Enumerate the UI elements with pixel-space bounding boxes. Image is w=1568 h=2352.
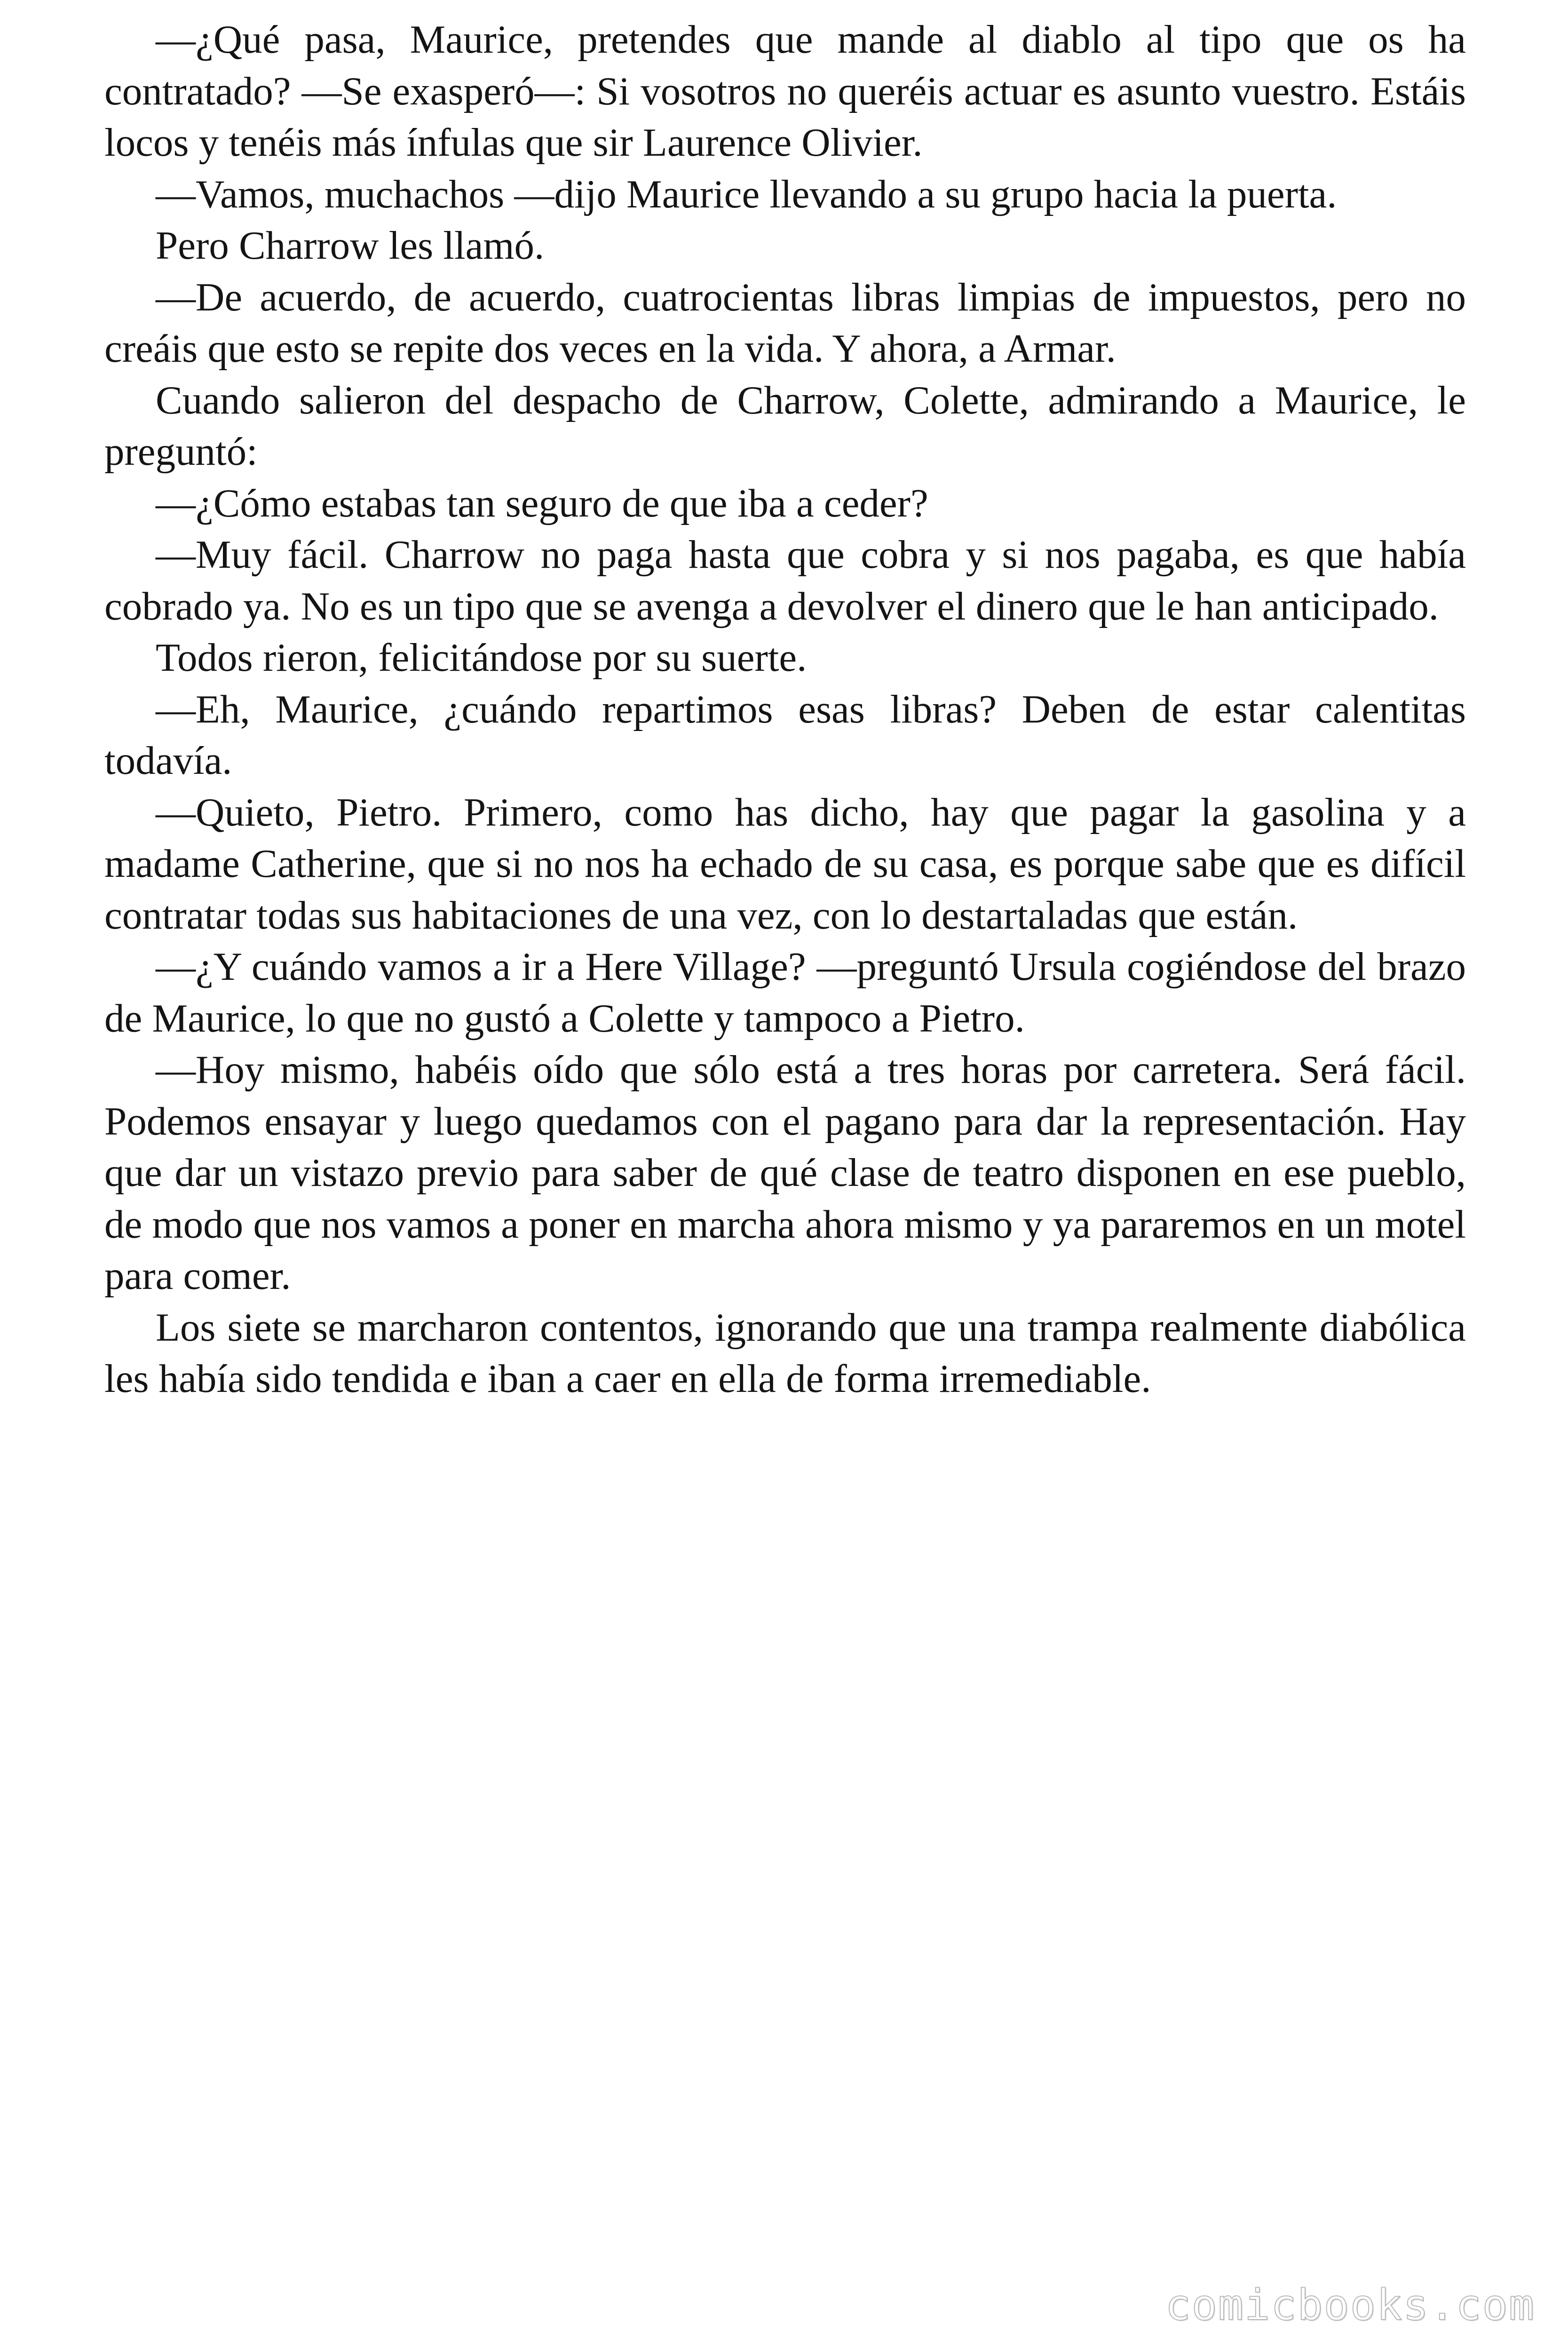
- paragraph-7: —Muy fácil. Charrow no paga hasta que cobra y si nos pagaba, es que había cobrado ya. No es un tipo que se avenga a devolver el dinero que le han anticipado.: [104, 532, 1466, 628]
- paragraph-6: —¿Cómo estabas tan seguro de que iba a ceder?: [156, 481, 928, 525]
- paragraph-12: —Hoy mismo, habéis oído que sólo está a tres horas por carretera. Será fácil. Podemos ensayar y luego quedamos con el pagano para dar la representación. Hay que dar un vistazo previo para saber de qué clase de teatro disponen en ese pueblo, de modo que nos vamos a poner en marcha ahora mismo y ya pararemos en un motel para comer.: [104, 1048, 1466, 1298]
- paragraph-13: Los siete se marcharon contentos, ignorando que una trampa realmente diabólica les había sido tendida e iban a caer en ella de forma irremediable.: [104, 1305, 1466, 1401]
- paragraph-9: —Eh, Maurice, ¿cuándo repartimos esas libras? Deben de estar calentitas todavía.: [104, 687, 1466, 783]
- body-text: [104, 14, 1466, 1405]
- paragraph-11: —¿Y cuándo vamos a ir a Here Village? —preguntó Ursula cogiéndose del brazo de Maurice, lo que no gustó a Colette y tampoco a Pietro.: [104, 945, 1466, 1041]
- paragraph-10: —Quieto, Pietro. Primero, como has dicho, hay que pagar la gasolina y a madame Catherine, que si no nos ha echado de su casa, es porque sabe que es difícil contratar todas sus habitaciones de una vez, con lo destartaladas que están.: [104, 790, 1466, 938]
- paragraph-3: Pero Charrow les llamó.: [156, 223, 545, 268]
- paragraph-2: —Vamos, muchachos —dijo Maurice llevando a su grupo hacia la puerta.: [156, 172, 1337, 216]
- watermark-text: comicbooks.com: [1165, 2280, 1535, 2330]
- paragraph-4: —De acuerdo, de acuerdo, cuatrocientas libras limpias de impuestos, pero no creáis que esto se repite dos veces en la vida. Y ahora, a Armar.: [104, 275, 1466, 371]
- paragraph-1: —¿Qué pasa, Maurice, pretendes que mande al diablo al tipo que os ha contratado? —Se exasperó—: Si vosotros no queréis actuar es asunto vuestro. Estáis locos y tenéis más ínfulas que sir Laurence Olivier.: [104, 17, 1466, 165]
- paragraph-8: Todos rieron, felicitándose por su suerte.: [156, 636, 807, 680]
- paragraph-5: Cuando salieron del despacho de Charrow, Colette, admirando a Maurice, le preguntó:: [104, 378, 1466, 474]
